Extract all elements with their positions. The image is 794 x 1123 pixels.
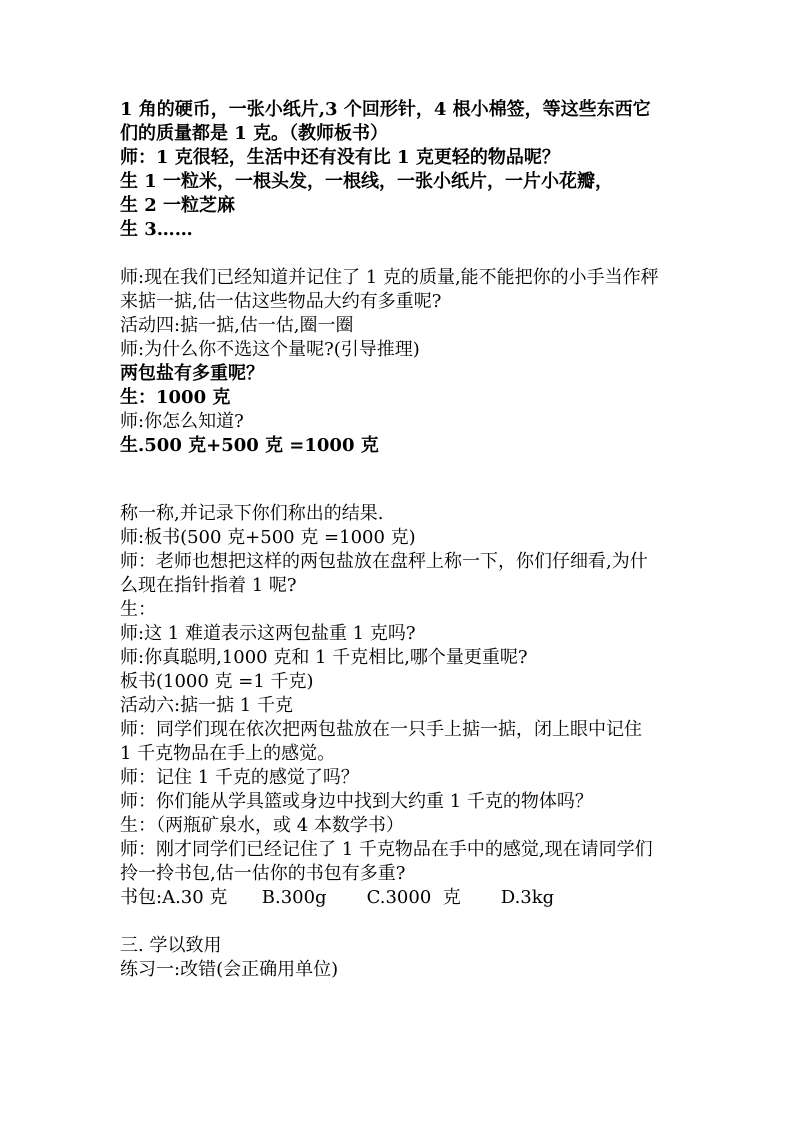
text-line: 活动四:掂一掂,估一估,圈一圈 [120, 315, 354, 336]
text-line: 师：同学们现在依次把两包盐放在一只手上掂一掂，闭上眼中记住 [120, 719, 642, 740]
text-line: 书包:A.30 克 B.300g C.3000 克 D.3kg [120, 887, 555, 908]
text-line: 师：你们能从学具篮或身边中找到大约重 1 千克的物体吗？ [120, 791, 593, 812]
text-line: 生：（两瓶矿泉水，或 4 本数学书） [120, 815, 404, 836]
text-line: 师:为什么你不选这个量呢?(引导推理) [120, 339, 420, 360]
text-line: 们的质量都是 1 克。（教师板书） [120, 123, 389, 144]
text-line: 称一称,并记录下你们称出的结果. [120, 503, 384, 524]
text-line: 师：1 克很轻，生活中还有没有比 1 克更轻的物品呢？ [120, 147, 560, 168]
text-line: 师:你怎么知道? [120, 411, 244, 432]
text-line: 师:你真聪明,1000 克和 1 千克相比,哪个量更重呢? [120, 647, 528, 668]
text-line: 板书(1000 克 =1 千克) [120, 671, 314, 692]
section-heading: 三. 学以致用 [120, 935, 222, 956]
text-line: 两包盐有多重呢？ [120, 363, 264, 384]
text-line: 练习一:改错(会正确用单位) [120, 959, 339, 980]
text-line: 生： [120, 599, 156, 620]
text-line: 生 2 一粒芝麻 [120, 195, 236, 216]
text-line: 么现在指针指着 1 呢? [120, 575, 297, 596]
text-line: 师：老师也想把这样的两包盐放在盘秤上称一下，你们仔细看,为什 [120, 551, 648, 572]
text-line: 生 3…… [120, 219, 193, 240]
text-line: 生 1 一粒米，一根头发，一根线，一张小纸片，一片小花瓣， [120, 171, 614, 192]
text-line: 师：记住 1 千克的感觉了吗？ [120, 767, 359, 788]
text-line: 师:板书(500 克+500 克 =1000 克) [120, 527, 416, 548]
text-line: 师:现在我们已经知道并记住了 1 克的质量,能不能把你的小手当作秤 [120, 267, 659, 288]
text-line: 拎一拎书包,估一估你的书包有多重? [120, 863, 406, 884]
text-line: 师:这 1 难道表示这两包盐重 1 克吗? [120, 623, 416, 644]
text-line: 师：刚才同学们已经记住了 1 千克物品在手中的感觉,现在请同学们 [120, 839, 653, 860]
text-line: 来掂一掂,估一估这些物品大约有多重呢? [120, 291, 442, 312]
text-line: 生：1000 克 [120, 387, 231, 408]
text-line: 活动六:掂一掂 1 千克 [120, 695, 293, 716]
text-line: 1 角的硬币，一张小纸片,3 个回形针，4 根小棉签，等这些东西它 [120, 99, 651, 120]
text-line: 1 千克物品在手上的感觉。 [120, 743, 336, 764]
text-line: 生.500 克+500 克 =1000 克 [120, 435, 379, 456]
